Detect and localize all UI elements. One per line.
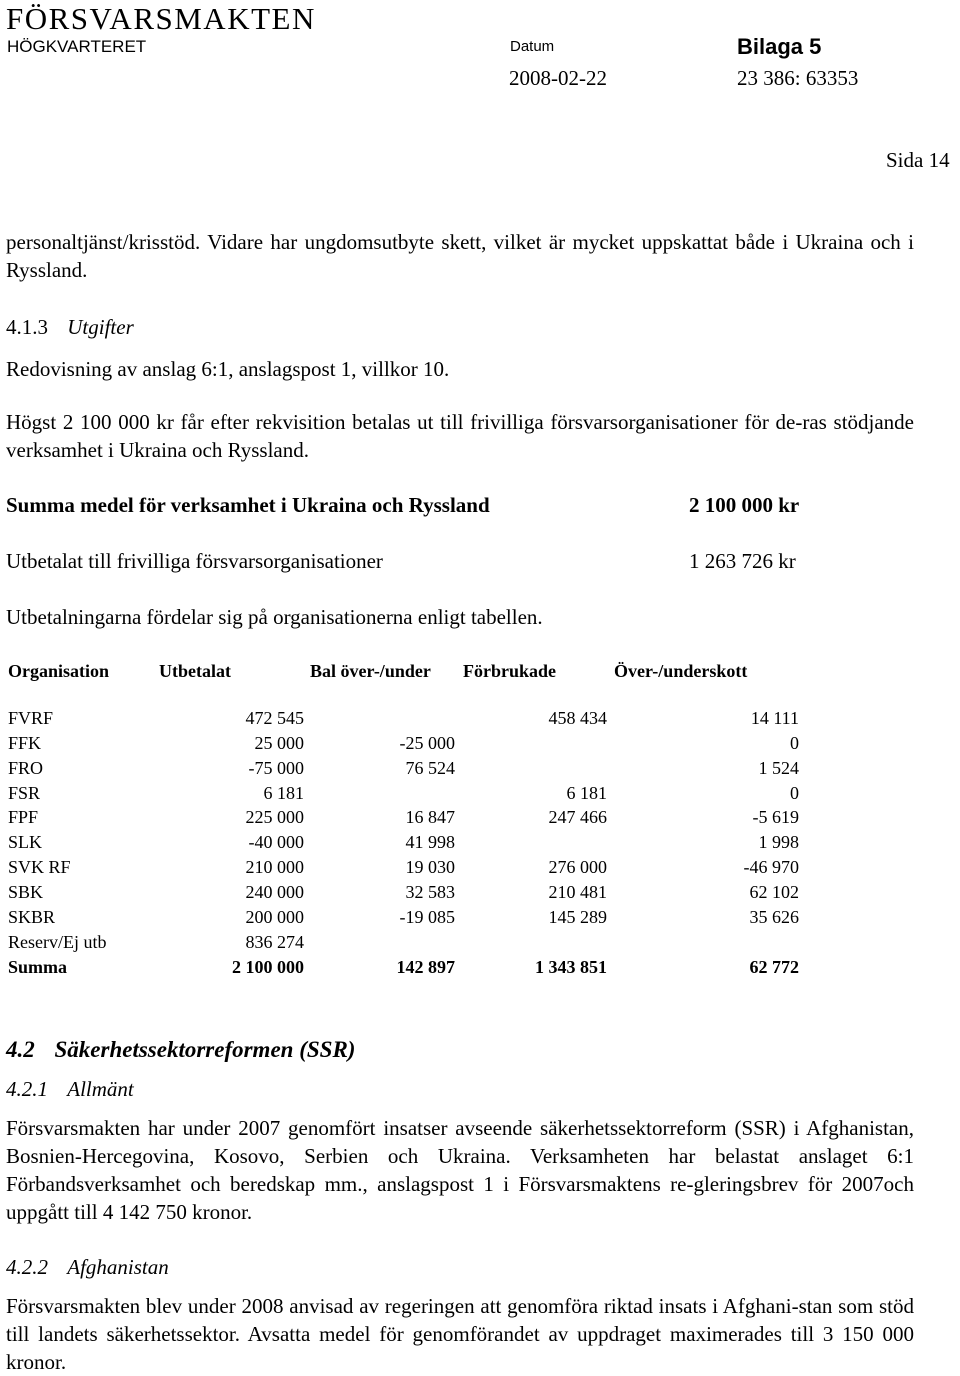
- section-title: Säkerhetssektorreformen (SSR): [54, 1037, 356, 1062]
- table-cell-utbetalat: 210 000: [245, 857, 304, 878]
- section-title: Utgifter: [67, 315, 134, 339]
- table-cell-organisation: FVRF: [8, 708, 54, 728]
- table-cell-organisation: SVK RF: [8, 857, 71, 878]
- section-title: Afghanistan: [67, 1255, 169, 1279]
- section-number: 4.1.3: [6, 315, 48, 339]
- section-heading-413: [6, 314, 134, 340]
- table-cell-balance: -19 085: [399, 906, 455, 927]
- table-cell-utbetalat: 836 274: [245, 931, 304, 952]
- table-cell-overskott: 62 772: [749, 956, 799, 977]
- attachment-label: Bilaga 5: [737, 34, 822, 59]
- date-label: Datum: [510, 38, 555, 55]
- document-reference: 23 386: 63353: [737, 66, 859, 90]
- table-cell-organisation: FRO: [8, 757, 44, 778]
- table-cell-balance: 76 524: [405, 757, 455, 778]
- table-header-forbrukade: Förbrukade: [463, 661, 557, 681]
- table-cell-balance: 19 030: [405, 857, 455, 878]
- table-cell-balance: -25 000: [399, 732, 455, 753]
- section-number: 4.2: [6, 1037, 35, 1062]
- table-cell-organisation: Reserv/Ej utb: [8, 931, 107, 952]
- section-number: 4.2.1: [6, 1077, 48, 1101]
- table-cell-organisation: FPF: [8, 807, 39, 828]
- table-cell-forbrukade: 6 181: [566, 782, 607, 803]
- table-cell-organisation: SBK: [8, 881, 44, 902]
- section-title: Allmänt: [67, 1077, 134, 1101]
- paragraph-requisition: Högst 2 100 000 kr får efter rekvisition betalas ut till frivilliga försvarsorganisationer för de-ras stödjande verksamhet i Ukraina och Ryssland.: [6, 410, 914, 462]
- table-cell-utbetalat: -40 000: [248, 832, 304, 853]
- table-cell-organisation: SKBR: [8, 906, 56, 927]
- paragraph-intro: personaltjänst/krisstöd. Vidare har ungdomsutbyte skett, vilket är mycket uppskattat både i Ukraina och i Ryssland.: [6, 230, 914, 282]
- table-cell-overskott: 0: [790, 732, 799, 753]
- table-cell-forbrukade: 145 289: [548, 906, 607, 927]
- table-cell-forbrukade: 1 343 851: [535, 956, 607, 977]
- section-number: 4.2.2: [6, 1255, 48, 1279]
- table-cell-balance: 142 897: [396, 956, 455, 977]
- table-cell-utbetalat: 25 000: [254, 732, 304, 753]
- table-cell-utbetalat: 200 000: [245, 906, 304, 927]
- table-cell-utbetalat: 2 100 000: [232, 956, 304, 977]
- table-cell-balance: 16 847: [405, 807, 455, 828]
- section-heading-421: [6, 1076, 134, 1102]
- table-cell-forbrukade: 276 000: [548, 857, 607, 878]
- table-cell-balance: 32 583: [405, 881, 455, 902]
- table-cell-forbrukade: 247 466: [548, 807, 607, 828]
- table-header-overskott: Över-/underskott: [614, 661, 748, 681]
- table-cell-organisation: FFK: [8, 732, 42, 753]
- paragraph-appropriation: Redovisning av anslag 6:1, anslagspost 1, villkor 10.: [6, 357, 450, 381]
- table-cell-overskott: 1 998: [758, 832, 799, 853]
- table-cell-forbrukade: 458 434: [548, 708, 607, 728]
- table-cell-overskott: 62 102: [749, 881, 799, 902]
- unit-name: HÖGKVARTERET: [7, 37, 147, 56]
- paragraph-ssr-general: Försvarsmakten har under 2007 genomfört insatser avseende säkerhetssektorreform (SSR) i Afghanistan, Bosnien-Hercegovina, Kosovo, Serbien och Ukraina. Verksamheten har belastat anslaget 6:1 Förbandsverksamhet och beredskap mm., anslagspost 1 i Försvarsmaktens re-gleringsbrev för 2007och uppgått till 4 142 750 kronor.: [6, 1116, 914, 1224]
- table-cell-utbetalat: 225 000: [245, 807, 304, 828]
- organization-name: FÖRSVARSMAKTEN: [6, 1, 316, 36]
- table-cell-overskott: 35 626: [749, 906, 799, 927]
- table-cell-forbrukade: 210 481: [548, 881, 607, 902]
- table-cell-overskott: -46 970: [743, 857, 799, 878]
- table-cell-balance: 41 998: [405, 832, 455, 853]
- table-cell-organisation: Summa: [8, 956, 68, 977]
- table-header-organisation: Organisation: [8, 661, 110, 681]
- table-cell-utbetalat: 6 181: [263, 782, 304, 803]
- table-cell-organisation: SLK: [8, 832, 43, 853]
- table-cell-utbetalat: 472 545: [245, 708, 304, 728]
- summary-total-label: Summa medel för verksamhet i Ukraina och Ryssland: [6, 493, 490, 517]
- table-cell-overskott: 14 111: [750, 708, 799, 728]
- summary-paid-label: Utbetalat till frivilliga försvarsorganisationer: [6, 549, 383, 573]
- paragraph-afghanistan: Försvarsmakten blev under 2008 anvisad av regeringen att genomföra riktad insats i Afghani-stan som stöd till landets säkerhetssektor. Avsatta medel för genomförandet av uppdraget maximerades till 3 150 000 kronor.: [6, 1294, 914, 1374]
- table-cell-overskott: -5 619: [752, 807, 799, 828]
- summary-total-value: 2 100 000 kr: [689, 493, 800, 517]
- table-header-balance: Bal över-/under: [310, 661, 431, 681]
- document-date: 2008-02-22: [509, 66, 607, 90]
- table-cell-overskott: 0: [790, 782, 799, 803]
- section-heading-422: [6, 1254, 169, 1280]
- table-header-utbetalat: Utbetalat: [159, 661, 231, 681]
- paragraph-table-intro: Utbetalningarna fördelar sig på organisationerna enligt tabellen.: [6, 605, 543, 629]
- table-cell-overskott: 1 524: [758, 757, 799, 778]
- table-cell-utbetalat: -75 000: [248, 757, 304, 778]
- table-cell-utbetalat: 240 000: [245, 881, 304, 902]
- summary-paid-value: 1 263 726 kr: [689, 549, 796, 573]
- table-cell-organisation: FSR: [8, 782, 41, 803]
- section-heading-42: [6, 1036, 355, 1064]
- page-number: Sida 14: [886, 148, 950, 172]
